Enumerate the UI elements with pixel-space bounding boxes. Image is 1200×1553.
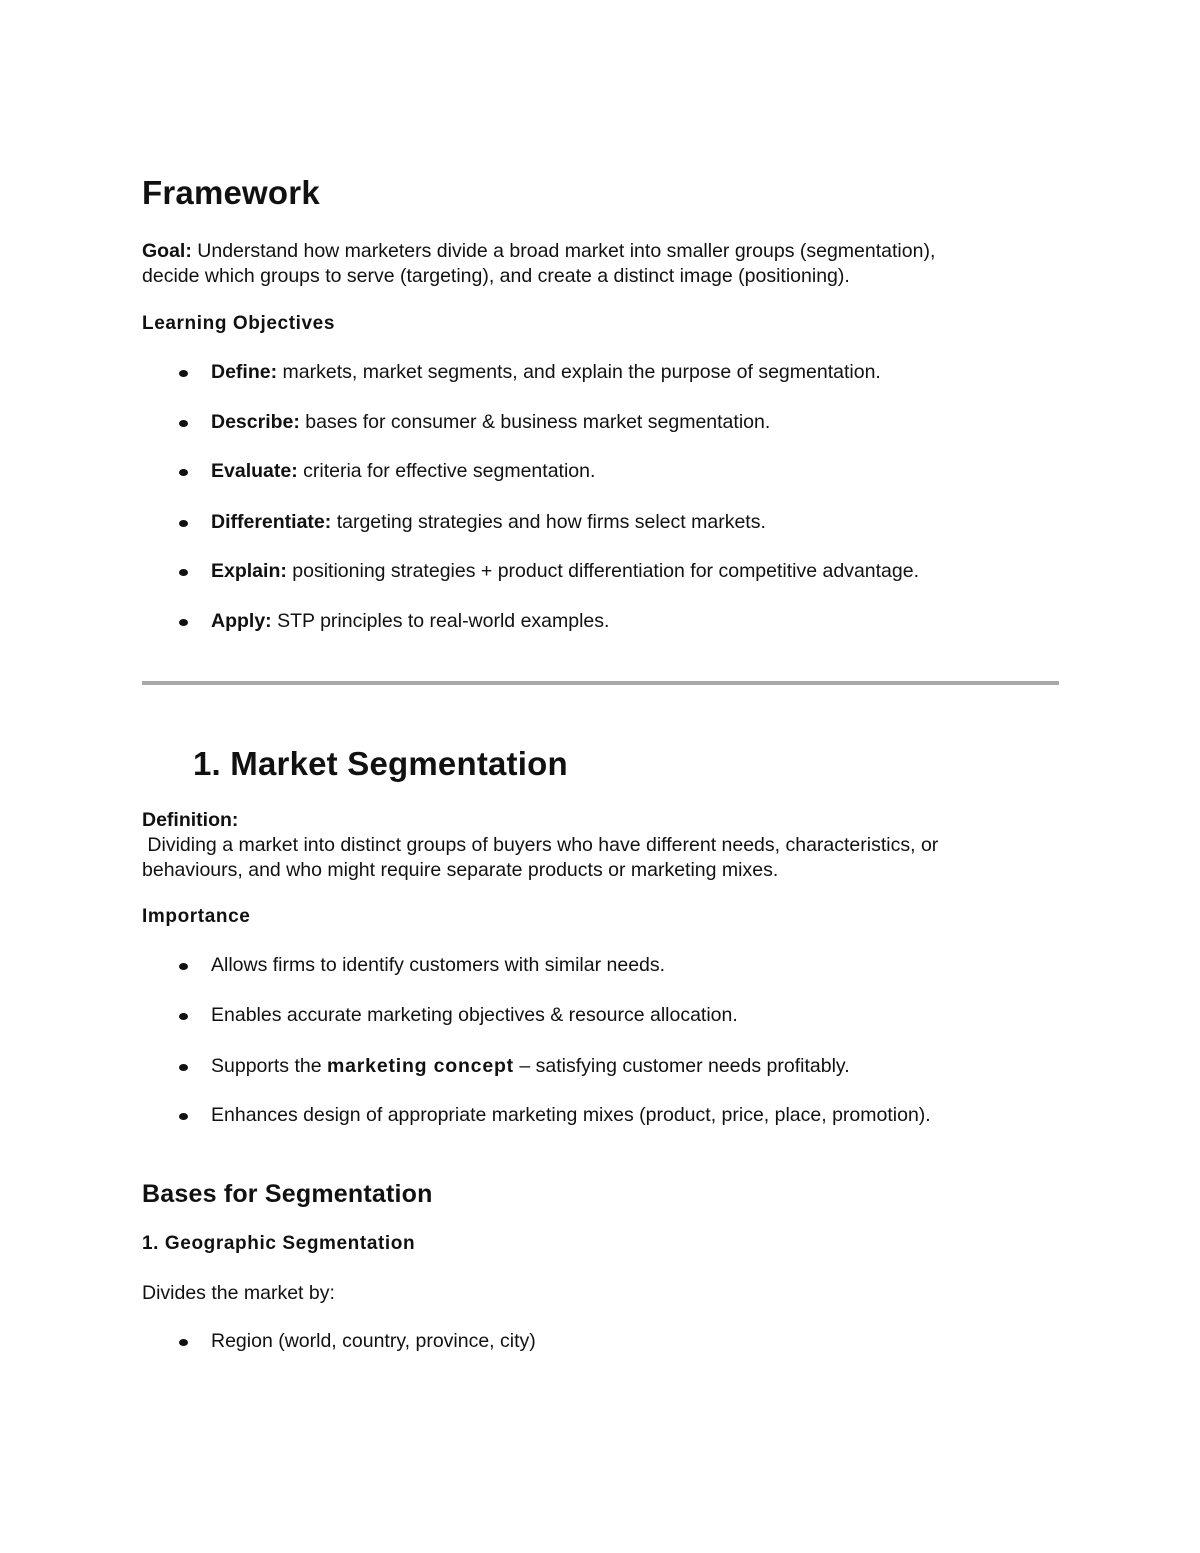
section-divider	[142, 681, 1059, 685]
definition-block	[142, 808, 1062, 883]
bullet-icon	[179, 619, 188, 626]
objective-term: Differentiate:	[211, 511, 332, 533]
goal-label: Goal:	[142, 240, 192, 262]
bullet-icon	[179, 370, 188, 377]
objective-term: Explain:	[211, 560, 287, 582]
market-segmentation-title: 1. Market Segmentation	[193, 745, 568, 782]
definition-line1: Dividing a market into distinct groups of buyers who have different needs, characteristics, or	[142, 834, 939, 856]
bullet-icon	[179, 420, 188, 427]
objective-term: Describe:	[211, 411, 300, 433]
importance-text: Allows firms to identify customers with similar needs.	[211, 954, 666, 976]
definition-line2: behaviours, and who might require separate products or marketing mixes.	[142, 859, 779, 881]
framework-title: Framework	[142, 174, 320, 211]
objective-term: Define:	[211, 361, 278, 383]
objective-text: positioning strategies + product differentiation for competitive advantage.	[286, 560, 920, 582]
definition-label: Definition:	[142, 809, 239, 831]
marketing-concept-term: marketing concept	[327, 1055, 514, 1077]
objective-term: Evaluate:	[211, 460, 298, 482]
bullet-icon	[179, 1013, 188, 1020]
goal-text-line1: Understand how marketers divide a broad market into smaller groups (segmentation),	[191, 240, 936, 262]
objective-text: STP principles to real-world examples.	[271, 610, 610, 632]
bullet-icon	[179, 1064, 188, 1071]
bullet-icon	[179, 569, 188, 576]
importance-text: – satisfying customer needs profitably.	[513, 1055, 850, 1077]
importance-heading: Importance	[142, 906, 251, 927]
geographic-text: Region (world, country, province, city)	[211, 1330, 536, 1352]
goal-paragraph	[142, 239, 1062, 289]
geographic-heading: 1. Geographic Segmentation	[142, 1233, 416, 1254]
bullet-icon	[179, 1339, 188, 1346]
goal-text-line2: decide which groups to serve (targeting), and create a distinct image (positioning).	[142, 265, 850, 287]
bullet-icon	[179, 963, 188, 970]
objective-term: Apply:	[211, 610, 272, 632]
importance-text: Enhances design of appropriate marketing mixes (product, price, place, promotion).	[211, 1104, 931, 1126]
objective-text: targeting strategies and how firms select markets.	[331, 511, 766, 533]
bullet-icon	[179, 1113, 188, 1120]
importance-text: Supports the	[211, 1055, 327, 1077]
bases-heading: Bases for Segmentation	[142, 1180, 433, 1208]
objective-text: markets, market segments, and explain the purpose of segmentation.	[277, 361, 881, 383]
geographic-intro: Divides the market by:	[142, 1282, 335, 1304]
learning-objectives-heading: Learning Objectives	[142, 313, 336, 334]
bullet-icon	[179, 520, 188, 527]
bullet-icon	[179, 469, 188, 476]
objective-text: bases for consumer & business market segmentation.	[299, 411, 771, 433]
objective-text: criteria for effective segmentation.	[297, 460, 596, 482]
importance-text: Enables accurate marketing objectives & resource allocation.	[211, 1004, 738, 1026]
